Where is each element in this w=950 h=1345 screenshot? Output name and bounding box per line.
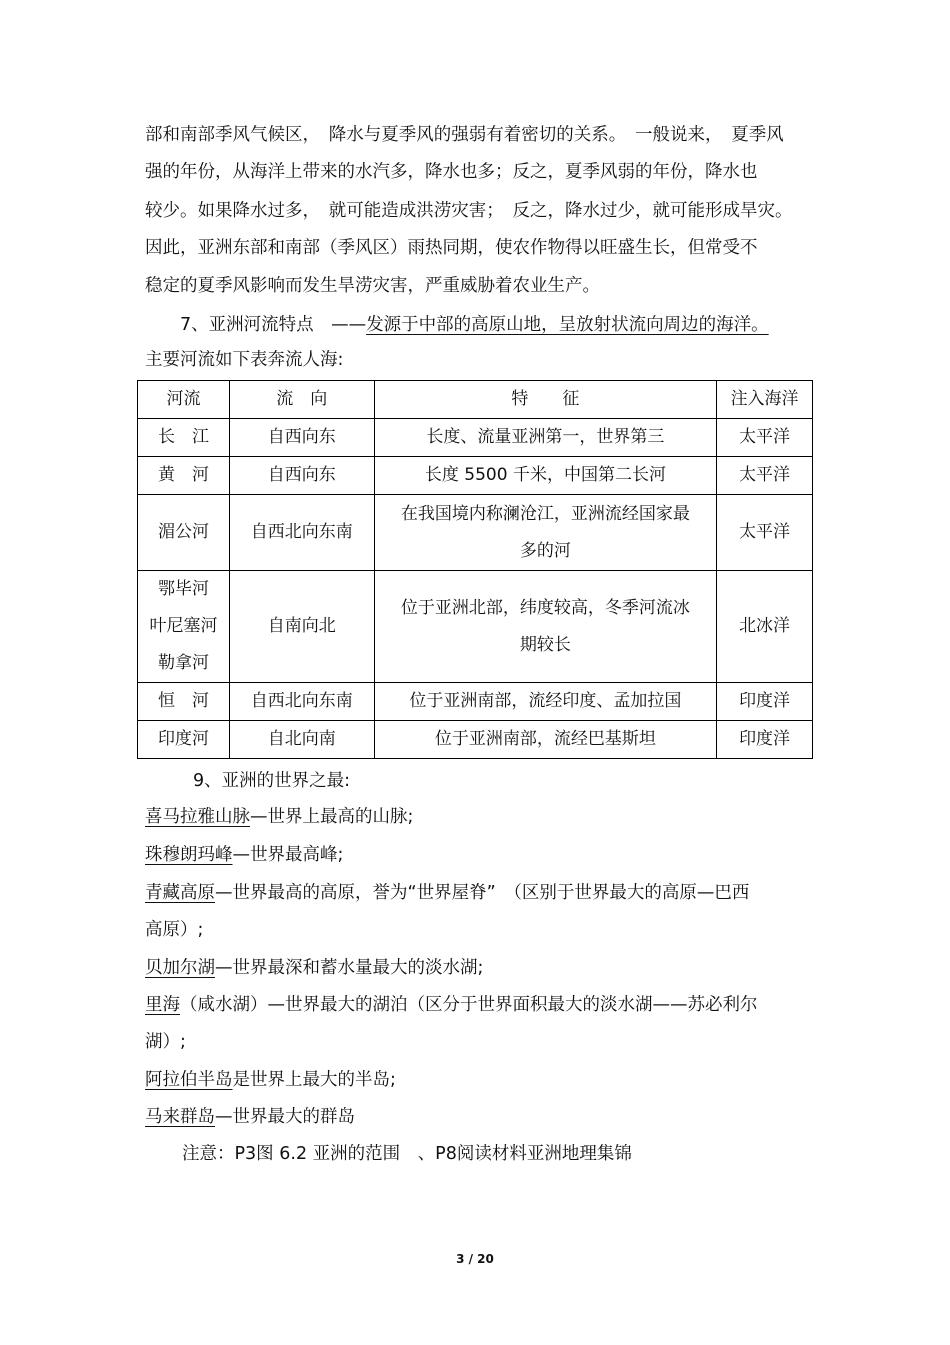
superlative-term: 里海 (145, 995, 180, 1015)
direction-cell: 自北向南 (229, 721, 374, 759)
superlative-desc: —世界上最高的山脉; (250, 807, 414, 827)
table-row (138, 419, 813, 457)
superlative-desc: （咸水湖）—世界最大的湖泊（区分于世界面积最大的淡水湖——苏必利尔 (180, 995, 758, 1015)
feature-cell: 长度、流量亚洲第一，世界第三 (374, 419, 716, 457)
feature-cell: 长度 5500 千米，中国第二长河 (374, 457, 716, 495)
paragraph-line: 强的年份，从海洋上带来的水汽多，降水也多；反之，夏季风弱的年份，降水也 (145, 162, 758, 182)
direction-cell: 自西北向东南 (229, 495, 374, 571)
superlative-desc: —世界最高峰; (232, 845, 344, 865)
header-cell: 注入海洋 (717, 381, 813, 419)
paragraph-line: 因此，亚洲东部和南部（季风区）雨热同期，使农作物得以旺盛生长，但常受不 (145, 238, 758, 258)
river-cell: 黄 河 (138, 457, 230, 495)
header-cell: 河流 (138, 381, 230, 419)
table-header-row (138, 381, 813, 419)
direction-cell: 自南向北 (229, 571, 374, 683)
river-cell (138, 571, 230, 683)
feature-line: 多的河 (519, 540, 571, 561)
superlative-desc: —世界最深和蓄水量最大的淡水湖; (215, 958, 484, 978)
river-cell: 长 江 (138, 419, 230, 457)
superlative-term: 贝加尔湖 (145, 958, 215, 978)
superlative-desc: 是世界上最大的半岛; (232, 1070, 396, 1090)
superlative-term: 阿拉伯半岛 (145, 1070, 233, 1090)
table-row (138, 571, 813, 683)
feature-cell: 位于亚洲南部，流经印度、孟加拉国 (374, 683, 716, 721)
river-line: 叶尼塞河 (149, 616, 218, 636)
table-row (138, 495, 813, 571)
table-intro: 主要河流如下表奔流人海: (145, 350, 344, 370)
superlative-item (145, 1106, 355, 1128)
table-row (138, 683, 813, 721)
superlative-desc: 高原）; (145, 920, 204, 940)
section9-heading: 9、亚洲的世界之最: (193, 771, 351, 791)
table-row (138, 721, 813, 759)
feature-line: 期较长 (519, 634, 571, 655)
superlative-item (145, 994, 758, 1016)
superlative-term: 青藏高原 (145, 883, 215, 903)
river-cell: 印度河 (138, 721, 230, 759)
ocean-cell: 太平洋 (717, 457, 813, 495)
superlative-item (145, 1069, 396, 1091)
feature-cell (374, 571, 716, 683)
section7-underlined: 发源于中部的高原山地，呈放射状流向周边的海洋。 (366, 315, 769, 335)
superlative-item (145, 957, 483, 979)
direction-cell: 自西北向东南 (229, 683, 374, 721)
note: 注意：P3图 6.2 亚洲的范围 、P8阅读材料亚洲地理集锦 (182, 1144, 632, 1164)
rivers-table (137, 380, 813, 759)
river-cell: 恒 河 (138, 683, 230, 721)
river-cell: 湄公河 (138, 495, 230, 571)
direction-cell: 自西向东 (229, 419, 374, 457)
feature-cell: 位于亚洲南部，流经巴基斯坦 (374, 721, 716, 759)
superlative-item (145, 806, 413, 828)
section7-prefix: 7、亚洲河流特点 —— (180, 315, 367, 335)
river-line: 勒拿河 (157, 653, 209, 673)
ocean-cell: 太平洋 (717, 419, 813, 457)
ocean-cell: 印度洋 (717, 721, 813, 759)
section7-heading (180, 314, 769, 336)
superlative-desc: —世界最大的群岛 (215, 1107, 355, 1127)
ocean-cell: 太平洋 (717, 495, 813, 571)
header-cell: 特 征 (374, 381, 716, 419)
ocean-cell: 印度洋 (717, 683, 813, 721)
paragraph-line: 较少。如果降水过多， 就可能造成洪涝灾害； 反之，降水过少，就可能形成旱灾。 (145, 201, 793, 221)
superlative-item-continued (145, 919, 203, 941)
direction-cell: 自西向东 (229, 457, 374, 495)
feature-line: 在我国境内称澜沧江，亚洲流经国家最 (400, 503, 690, 524)
superlative-term: 马来群岛 (145, 1107, 215, 1127)
river-line: 鄂毕河 (157, 579, 209, 599)
feature-cell (374, 495, 716, 571)
feature-line: 位于亚洲北部，纬度较高，冬季河流冰 (400, 597, 690, 618)
superlative-item (145, 844, 343, 866)
page-number: 3 / 20 (456, 1252, 494, 1266)
superlative-item-continued (145, 1031, 186, 1053)
superlative-desc: —世界最高的高原，誉为“世界屋脊” （区别于世界最大的高原—巴西 (215, 883, 750, 903)
header-cell: 流 向 (229, 381, 374, 419)
ocean-cell: 北冰洋 (717, 571, 813, 683)
table-row (138, 457, 813, 495)
paragraph-line: 部和南部季风气候区， 降水与夏季风的强弱有着密切的关系。 一般说来， 夏季风 (145, 125, 784, 145)
superlative-term: 珠穆朗玛峰 (145, 845, 233, 865)
paragraph-line: 稳定的夏季风影响而发生旱涝灾害，严重威胁着农业生产。 (145, 276, 600, 296)
superlative-term: 喜马拉雅山脉 (145, 807, 250, 827)
superlative-item (145, 882, 749, 904)
superlative-desc: 湖）; (145, 1032, 186, 1052)
